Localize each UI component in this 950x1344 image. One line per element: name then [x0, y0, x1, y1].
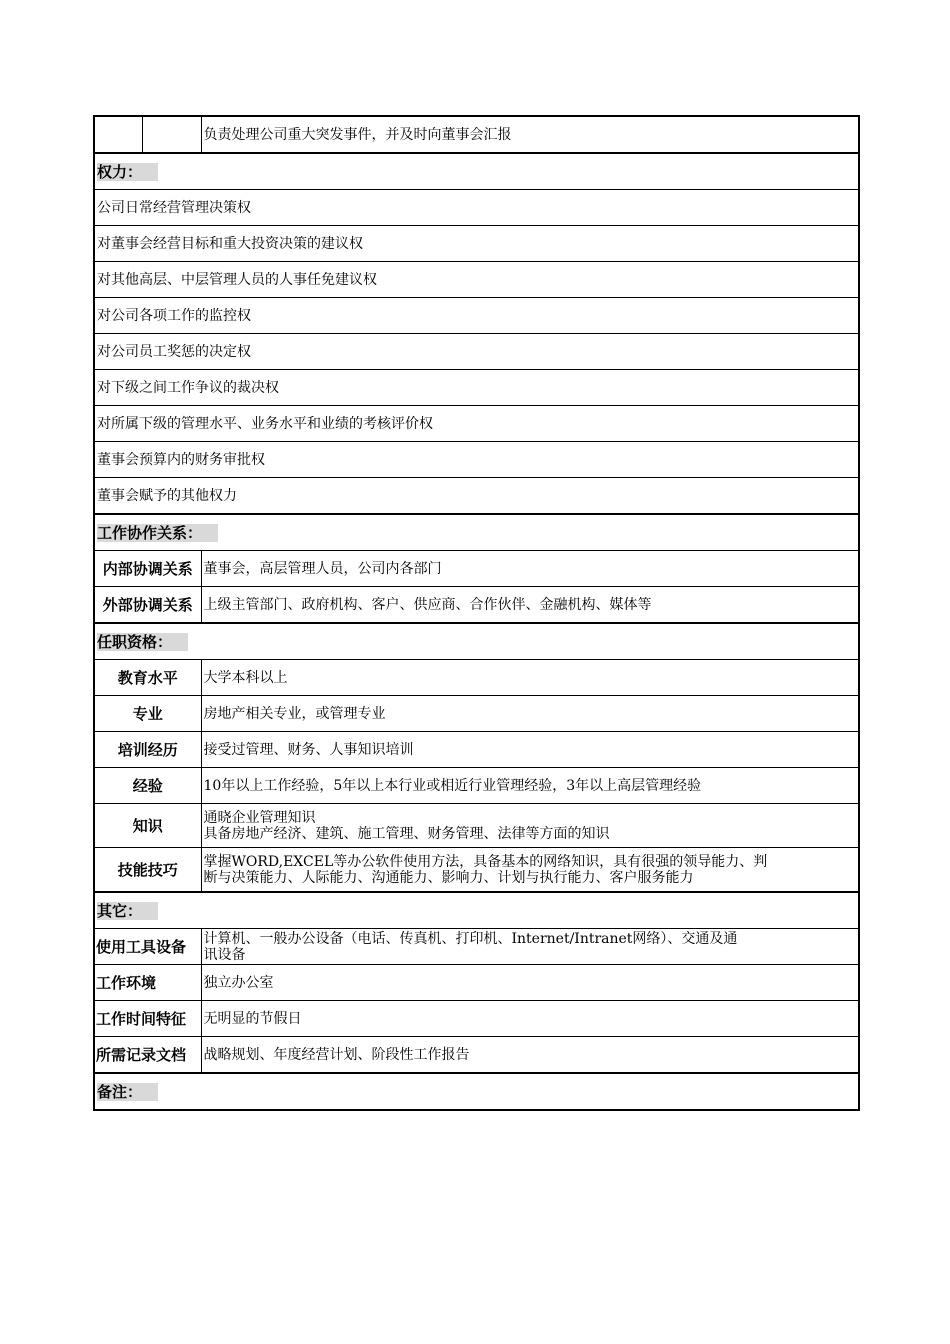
- power-item: 对公司各项工作的监控权: [94, 298, 859, 334]
- empty-cell: [94, 116, 142, 153]
- row-value: [201, 848, 859, 893]
- other-row-documents: [94, 1037, 859, 1074]
- row-label: 工作时间特征: [94, 1001, 201, 1037]
- row-value: 董事会，高层管理人员，公司内各部门: [201, 551, 859, 587]
- other-row-work-time: [94, 1001, 859, 1037]
- relation-row-external: [94, 587, 859, 624]
- qualification-row-skills: [94, 848, 859, 893]
- qualification-row-education: [94, 660, 859, 696]
- row-label: 使用工具设备: [94, 929, 201, 965]
- row-value: 无明显的节假日: [201, 1001, 859, 1037]
- section-title: 任职资格：: [97, 633, 188, 651]
- qualification-row-knowledge: [94, 804, 859, 848]
- job-description-table: [93, 115, 860, 1111]
- value-line: 通晓企业管理知识: [203, 809, 316, 826]
- section-header-powers: [94, 153, 859, 190]
- qualification-row-training: [94, 732, 859, 768]
- row-value: 上级主管部门、政府机构、客户、供应商、合作伙伴、金融机构、媒体等: [201, 587, 859, 624]
- row-label: 工作环境: [94, 965, 201, 1001]
- section-title: 工作协作关系：: [97, 524, 218, 542]
- row-label: 技能技巧: [94, 848, 201, 893]
- row-value: 房地产相关专业，或管理专业: [201, 696, 859, 732]
- relation-row-internal: [94, 551, 859, 587]
- qualification-row-major: [94, 696, 859, 732]
- duty-text: 负责处理公司重大突发事件，并及时向董事会汇报: [201, 116, 859, 153]
- row-label: 所需记录文档: [94, 1037, 201, 1074]
- section-title: 其它：: [97, 902, 158, 920]
- section-header-qualifications: [94, 623, 859, 660]
- row-value: 10年以上工作经验，5年以上本行业或相近行业管理经验，3年以上高层管理经验: [201, 768, 859, 804]
- value-line: 讯设备: [203, 946, 246, 963]
- qualification-row-experience: [94, 768, 859, 804]
- section-title: 备注：: [97, 1083, 158, 1101]
- other-row-tools: [94, 929, 859, 965]
- row-value: 独立办公室: [201, 965, 859, 1001]
- power-item: 对下级之间工作争议的裁决权: [94, 370, 859, 406]
- value-line: 掌握WORD,EXCEL等办公软件使用方法，具备基本的网络知识，具有很强的领导能力、判: [203, 853, 768, 870]
- row-value: [201, 929, 859, 965]
- row-value: 战略规划、年度经营计划、阶段性工作报告: [201, 1037, 859, 1074]
- row-label: 专业: [94, 696, 201, 732]
- job-description-sheet: [93, 115, 858, 1111]
- row-value: 接受过管理、财务、人事知识培训: [201, 732, 859, 768]
- row-label: 培训经历: [94, 732, 201, 768]
- section-title: 权力：: [97, 163, 158, 181]
- section-header-other: [94, 892, 859, 929]
- power-item: 公司日常经营管理决策权: [94, 190, 859, 226]
- value-line: 断与决策能力、人际能力、沟通能力、影响力、计划与执行能力、客户服务能力: [203, 869, 694, 886]
- row-label: 内部协调关系: [94, 551, 201, 587]
- row-label: 外部协调关系: [94, 587, 201, 624]
- top-duty-row: [94, 116, 859, 153]
- empty-cell: [142, 116, 201, 153]
- power-item: 对公司员工奖惩的决定权: [94, 334, 859, 370]
- row-label: 经验: [94, 768, 201, 804]
- section-header-relations: [94, 514, 859, 551]
- power-item: 董事会赋予的其他权力: [94, 478, 859, 515]
- value-line: 计算机、一般办公设备（电话、传真机、打印机、Internet/Intranet网络）、交通及通: [203, 930, 738, 947]
- row-value: [201, 804, 859, 848]
- row-value: 大学本科以上: [201, 660, 859, 696]
- section-header-remarks: [94, 1073, 859, 1110]
- row-label: 教育水平: [94, 660, 201, 696]
- power-item: 董事会预算内的财务审批权: [94, 442, 859, 478]
- power-item: 对其他高层、中层管理人员的人事任免建议权: [94, 262, 859, 298]
- other-row-environment: [94, 965, 859, 1001]
- row-label: 知识: [94, 804, 201, 848]
- power-item: 对董事会经营目标和重大投资决策的建议权: [94, 226, 859, 262]
- power-item: 对所属下级的管理水平、业务水平和业绩的考核评价权: [94, 406, 859, 442]
- value-line: 具备房地产经济、建筑、施工管理、财务管理、法律等方面的知识: [203, 825, 610, 842]
